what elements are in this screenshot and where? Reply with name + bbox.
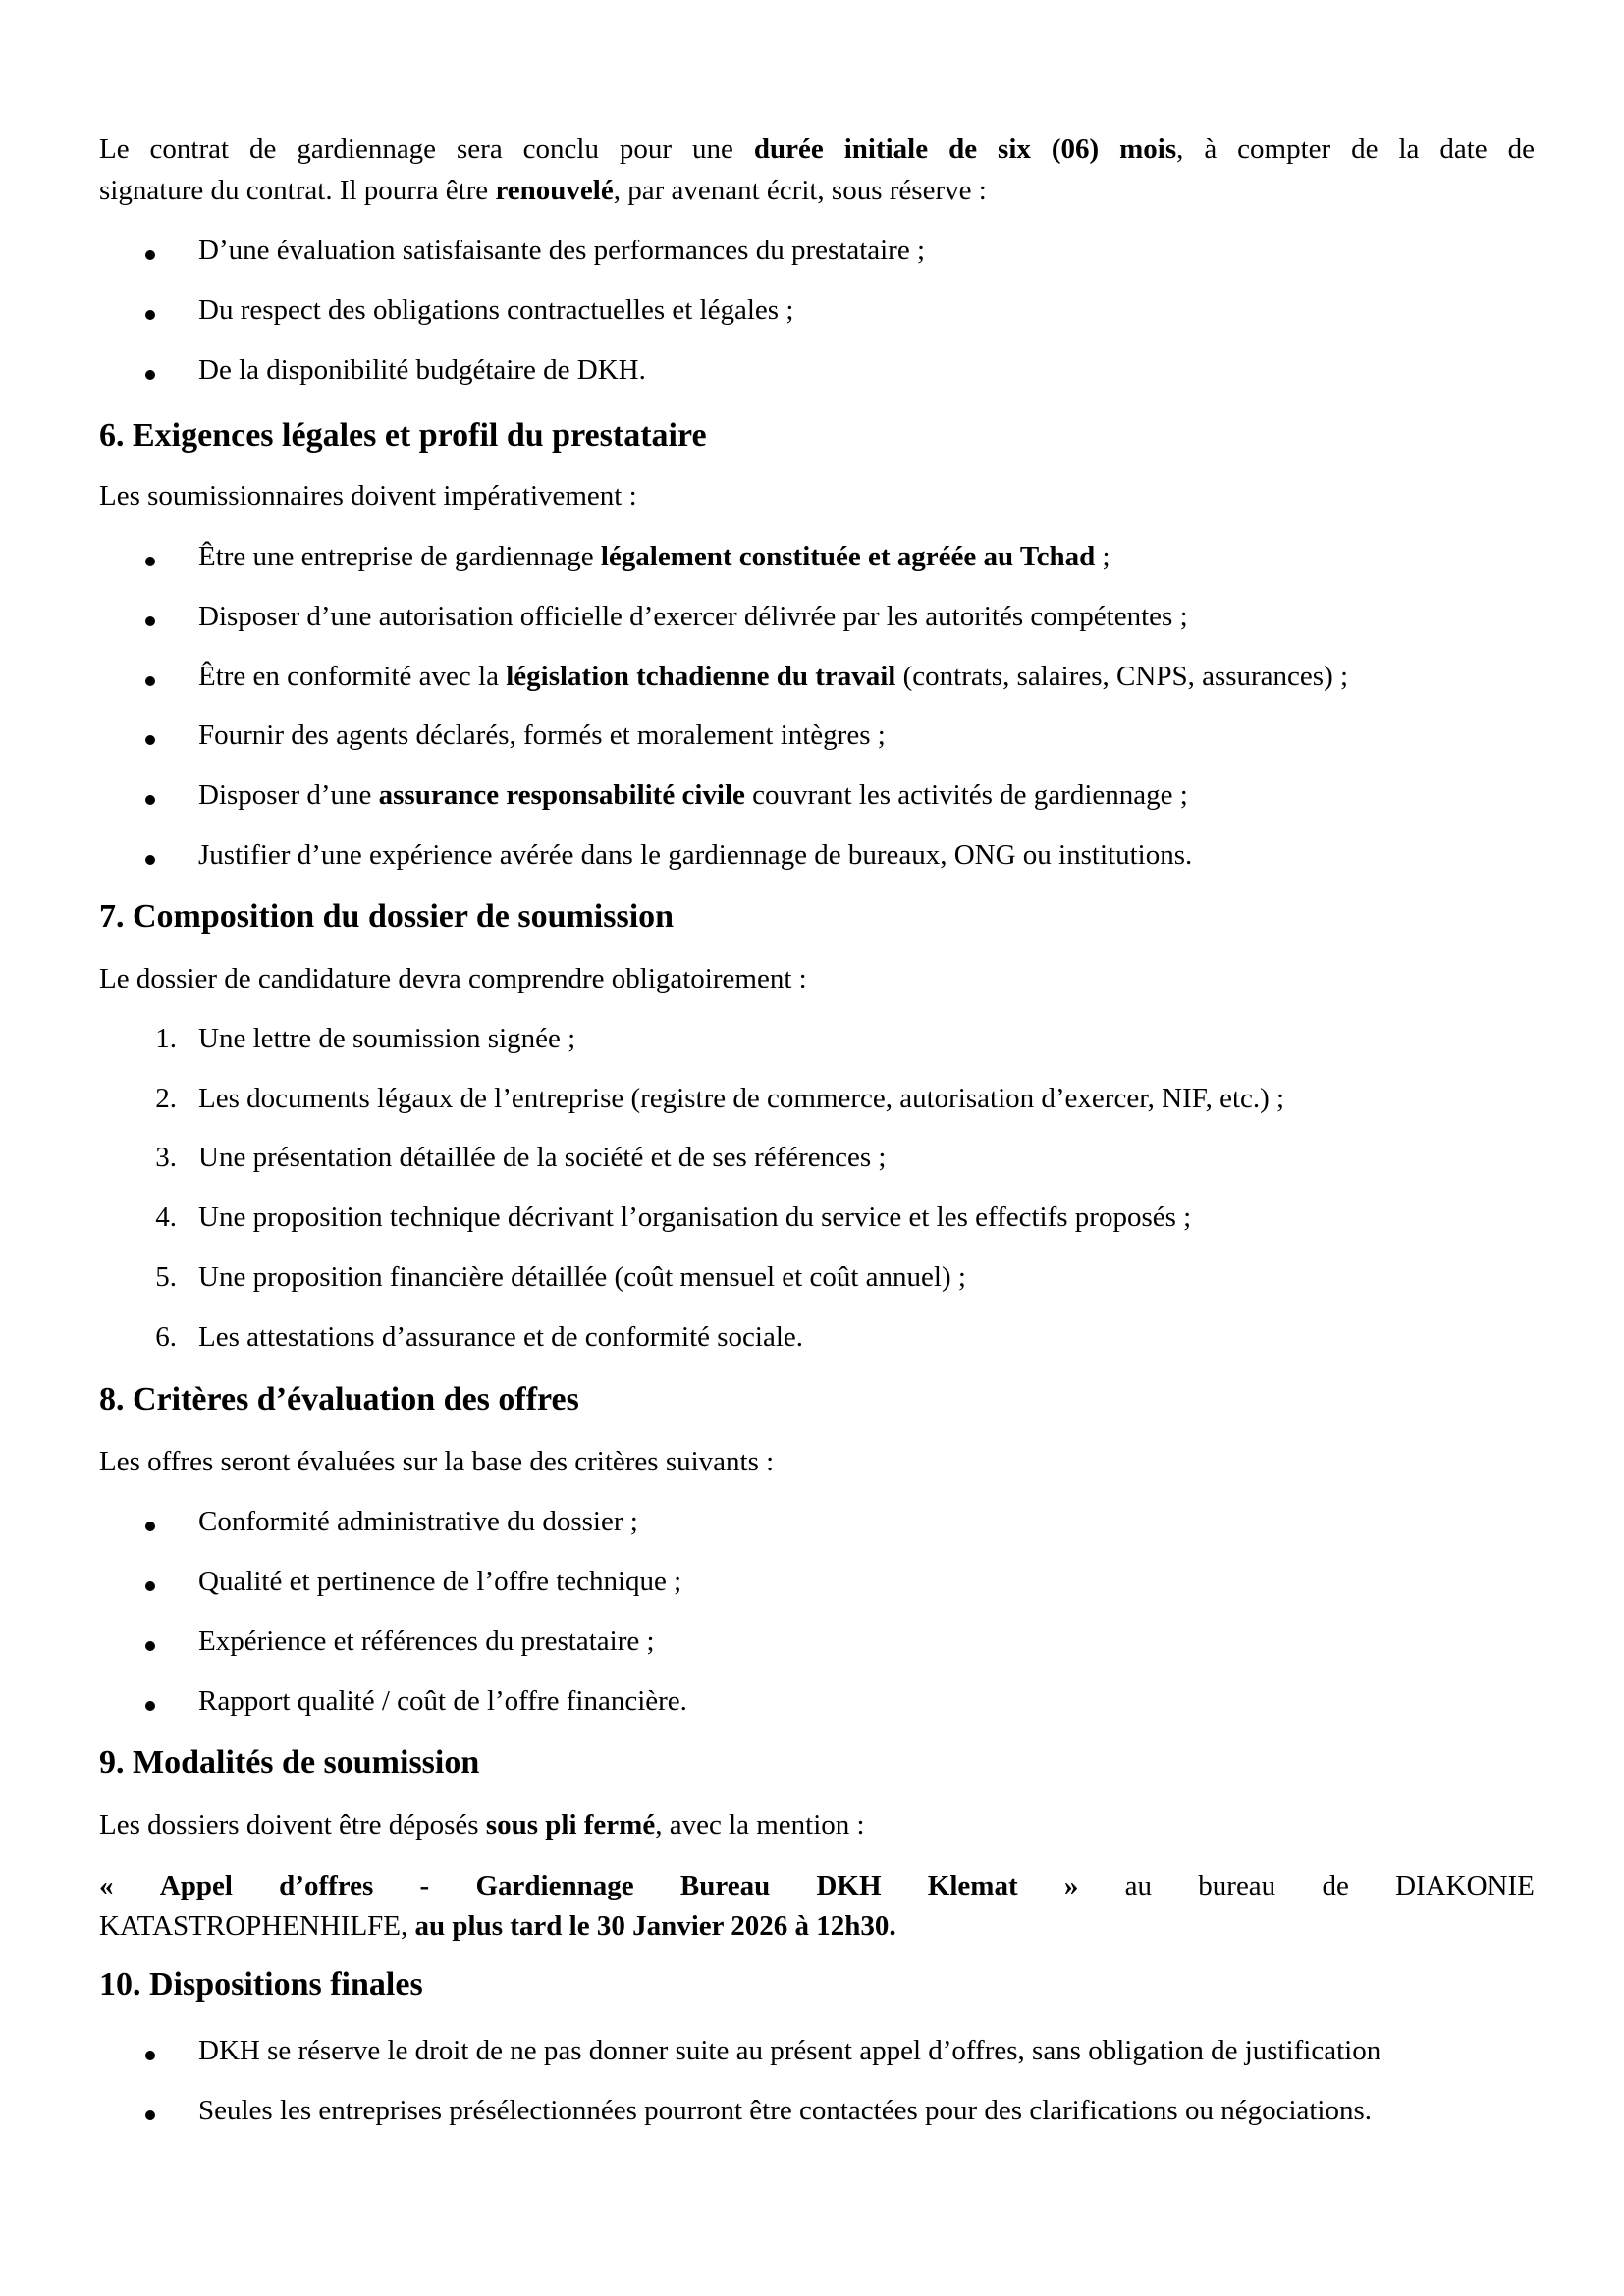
bold-text: légalement constituée et agréée au Tchad (600, 541, 1096, 572)
section-title: 7. Composition du dossier de soumission (99, 898, 675, 934)
list-item: Seules les entreprises présélectionnées pourront être contactées pour des clarifications ou négociations. (198, 2095, 1373, 2126)
text: KATASTROPHENHILFE, (99, 1910, 415, 1942)
text: Disposer d’une (198, 779, 379, 811)
bullet-icon (145, 2051, 155, 2060)
section-intro: Le dossier de candidature devra comprendre obligatoirement : (99, 963, 807, 994)
list-item: Les attestations d’assurance et de conformité sociale. (198, 1321, 804, 1353)
list-number: 6. (155, 1321, 177, 1353)
list-item: Une présentation détaillée de la société et de ses références ; (198, 1142, 887, 1173)
list-item (198, 778, 1188, 812)
list-item (198, 838, 1192, 872)
text: signature du contrat. Il pourra être (99, 175, 496, 206)
intro-line-2 (99, 174, 987, 207)
list-item (198, 600, 1188, 633)
bullet-icon (145, 616, 155, 626)
list-number: 2. (155, 1083, 177, 1114)
text: ; (1095, 541, 1110, 572)
text: Justifier d’une expérience avérée dans le gardiennage de bureaux, ONG ou institutions. (198, 839, 1193, 871)
mention-word: » (1063, 1870, 1079, 1901)
mention-word: DKH (816, 1870, 882, 1901)
bold-text: assurance responsabilité civile (378, 779, 745, 811)
mention-word: bureau (1198, 1870, 1276, 1901)
text: (contrats, salaires, CNPS, assurances) ; (895, 661, 1349, 692)
text: Être en conformité avec la (198, 661, 507, 692)
bullet-icon (145, 735, 155, 745)
list-item (198, 719, 886, 752)
list-item: Qualité et pertinence de l’offre technique ; (198, 1566, 682, 1597)
list-item: Une proposition technique décrivant l’organisation du service et les effectifs proposés ; (198, 1201, 1192, 1233)
section-title: 9. Modalités de soumission (99, 1744, 480, 1781)
bullet-icon (145, 1522, 155, 1531)
text: , avec la mention : (655, 1809, 865, 1841)
text: Les dossiers doivent être déposés (99, 1809, 486, 1841)
mention-word: d’offres (279, 1870, 374, 1901)
text: Disposer d’une autorisation officielle d’exercer délivrée par les autorités compétentes ; (198, 601, 1188, 632)
text: Fournir des agents déclarés, formés et moralement intègres ; (198, 720, 886, 751)
section-intro (99, 1808, 865, 1842)
list-item: Une proposition financière détaillée (coût mensuel et coût annuel) ; (198, 1261, 966, 1293)
bullet-icon (145, 795, 155, 805)
list-number: 1. (155, 1023, 177, 1054)
list-item: Les documents légaux de l’entreprise (registre de commerce, autorisation d’exercer, NIF, etc.) ; (198, 1083, 1285, 1114)
mention-word: Klemat (927, 1870, 1018, 1901)
text: , par avenant écrit, sous réserve : (613, 175, 987, 206)
list-number: 4. (155, 1201, 177, 1233)
list-item: Une lettre de soumission signée ; (198, 1023, 576, 1054)
list-item: Rapport qualité / coût de l’offre financière. (198, 1685, 687, 1717)
mention-word: DIAKONIE (1395, 1870, 1535, 1901)
mention-word: Gardiennage (475, 1870, 634, 1901)
bold-text: législation tchadienne du travail (506, 661, 896, 692)
mention-word: « (99, 1870, 114, 1901)
bullet-icon (145, 557, 155, 566)
bullet-icon (145, 2110, 155, 2120)
mention-word: Bureau (679, 1870, 771, 1901)
list-item (198, 540, 1110, 573)
text: Être une entreprise de gardiennage (198, 541, 601, 572)
list-item: De la disponibilité budgétaire de DKH. (198, 354, 646, 386)
list-item: DKH se réserve le droit de ne pas donner suite au présent appel d’offres, sans obligation de justification (198, 2035, 1381, 2066)
list-item: D’une évaluation satisfaisante des performances du prestataire ; (198, 235, 926, 266)
mention-word: au (1124, 1870, 1153, 1901)
text: , à compter de la date de (1176, 133, 1536, 165)
section-intro: Les soumissionnaires doivent impérativement : (99, 480, 637, 511)
submission-mention-line (99, 1869, 1535, 1902)
mention-word: Appel (159, 1870, 233, 1901)
text: Le contrat de gardiennage sera conclu pour une (99, 133, 754, 165)
bullet-icon (145, 1701, 155, 1711)
section-title: 8. Critères d’évaluation des offres (99, 1381, 579, 1417)
list-item: Du respect des obligations contractuelles et légales ; (198, 294, 794, 326)
bullet-icon (145, 1581, 155, 1591)
bullet-icon (145, 250, 155, 260)
list-number: 5. (155, 1261, 177, 1293)
list-number: 3. (155, 1142, 177, 1173)
section-title: 6. Exigences légales et profil du prestataire (99, 417, 707, 454)
section-intro: Les offres seront évaluées sur la base des critères suivants : (99, 1446, 775, 1477)
bold-text: durée initiale de six (06) mois (753, 133, 1177, 165)
mention-word: - (419, 1870, 430, 1901)
list-item (198, 660, 1348, 693)
bold-text: au plus tard le 30 Janvier 2026 à 12h30. (414, 1910, 896, 1942)
bullet-icon (145, 310, 155, 320)
bold-text: sous pli fermé (485, 1809, 656, 1841)
bullet-icon (145, 1641, 155, 1651)
intro-line-1 (99, 133, 1535, 166)
mention-word: de (1322, 1870, 1349, 1901)
section-title: 10. Dispositions finales (99, 1966, 423, 2002)
list-item: Expérience et références du prestataire ; (198, 1626, 655, 1657)
list-item: Conformité administrative du dossier ; (198, 1506, 638, 1537)
bullet-icon (145, 855, 155, 865)
bullet-icon (145, 370, 155, 380)
bullet-icon (145, 676, 155, 686)
submission-deadline-line (99, 1909, 896, 1943)
text: couvrant les activités de gardiennage ; (744, 779, 1188, 811)
bold-text: renouvelé (495, 175, 614, 206)
